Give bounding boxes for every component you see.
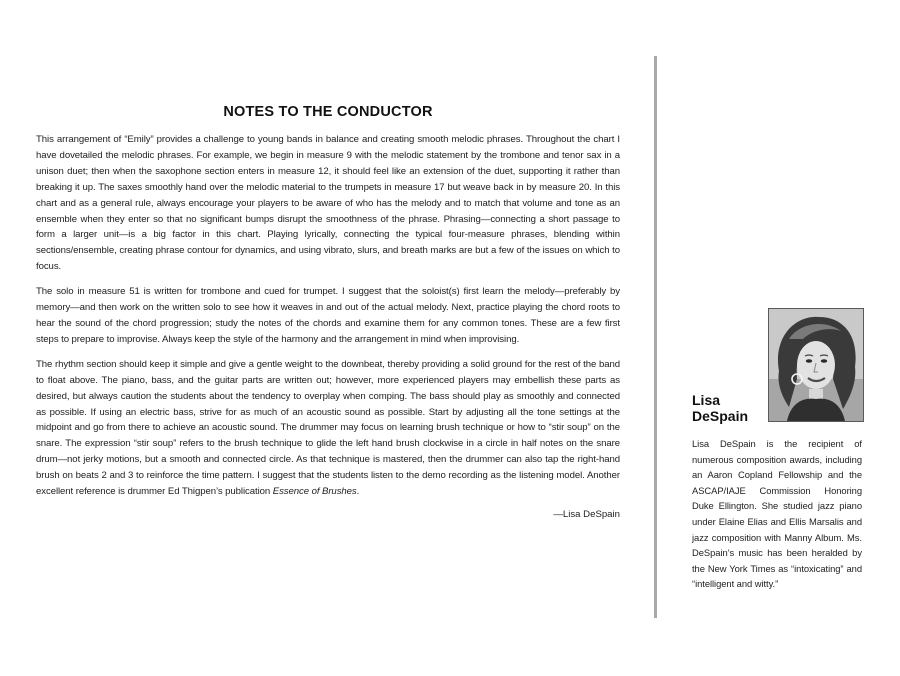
paragraph-3-text: The rhythm section should keep it simple and give a gentle weight to the downbeat, thereby providing a solid ground for the rest of the band to float above. The piano, bass, and the guitar parts are written out; however, more experienced players may embellish these parts as desired, but always caution the students about the tendency to overplay when comping. The bass should play as smoothly and connected as possible. If using an electric bass, strive for as much of an acoustic sound as possible. Start by adjusting all the tone settings at the midpoint and go from there to achieve an acoustic sound. The drummer may focus on learning brush technique or how to “stir soup” on the snare. The expression “stir soup” refers to the brush technique to glide the left hand brush clockwise in a circle in half notes on the snare drum—not jerky motions, but a smooth and connected circle. As that technique is mastered, then the drummer can also tap the right-hand brush on beats 2 and 3 to reinforce the time pattern. I suggest that the students listen to the demo recording as the listening model. Another excellent reference is drummer Ed Thigpen’s publication (36, 358, 620, 498)
author-first-name: Lisa (692, 392, 721, 408)
paragraph-1: This arrangement of “Emily” provides a challenge to young bands in balance and creating smooth melodic phrases. Throughout the chart I have dovetailed the melodic phrases. For example, we begin in measure 9 with the melodic statement by the trombone and tenor sax in a unison duet; then when the saxophone section enters in measure 12, it should feel like an extension of the duet, supporting it rather than breaking it up. The saxes smoothly hand over the melodic material to the trumpets in measure 17 but weave back in by measure 20. In this chart and as a general rule, always encourage your players to be aware of who has the melody and to match that volume and tone as an ensemble when they enter so that no significant bumps disrupt the smoothness of the phrase. Phrasing—connecting a short passage to form a larger unit—is a big factor in this chart. Playing lyrically, connecting the typical four-measure phrases, blending within sections/ensemble, creating phrase contour for dynamics, and using vibrato, slurs, and breath marks are but a few of the issues on which to focus. (36, 134, 620, 273)
author-name (692, 392, 748, 424)
book-title: Essence of Brushes (272, 486, 357, 498)
paragraph-3-end: . (356, 486, 360, 498)
author-last-name: DeSpain (692, 408, 749, 424)
column-divider (654, 56, 657, 618)
page-title: NOTES TO THE CONDUCTOR (223, 104, 433, 120)
article (36, 104, 620, 520)
paragraph-3 (36, 357, 620, 500)
paragraph-2: The solo in measure 51 is written for trombone and cued for trumpet. I suggest that the soloist(s) first learn the melody—preferably by memory—and then work on the written solo to see how it weaves in and out of the actual melody. Next, practice playing the chord roots to hear the sound of the chord progression; study the notes of the chords and examine them for any common tones. These are a few first steps to prepare to improvise. Always keep the style of the harmony and the arrangement in mind when improvising. (36, 286, 620, 345)
author-photo (768, 308, 864, 422)
author-bio: Lisa DeSpain is the recipient of numerous composition awards, including an Aaron Copland Fellowship and the ASCAP/IAJE Commission Honoring Duke Ellington. She studied jazz piano under Elaine Elias and Ellis Marsalis and jazz composition with Manny Album. Ms. DeSpain’s music has been heralded by the New York Times as “intoxicating” and “intelligent and witty.” (692, 438, 862, 590)
signature: —Lisa DeSpain (553, 508, 620, 520)
portrait-illustration (769, 309, 863, 421)
